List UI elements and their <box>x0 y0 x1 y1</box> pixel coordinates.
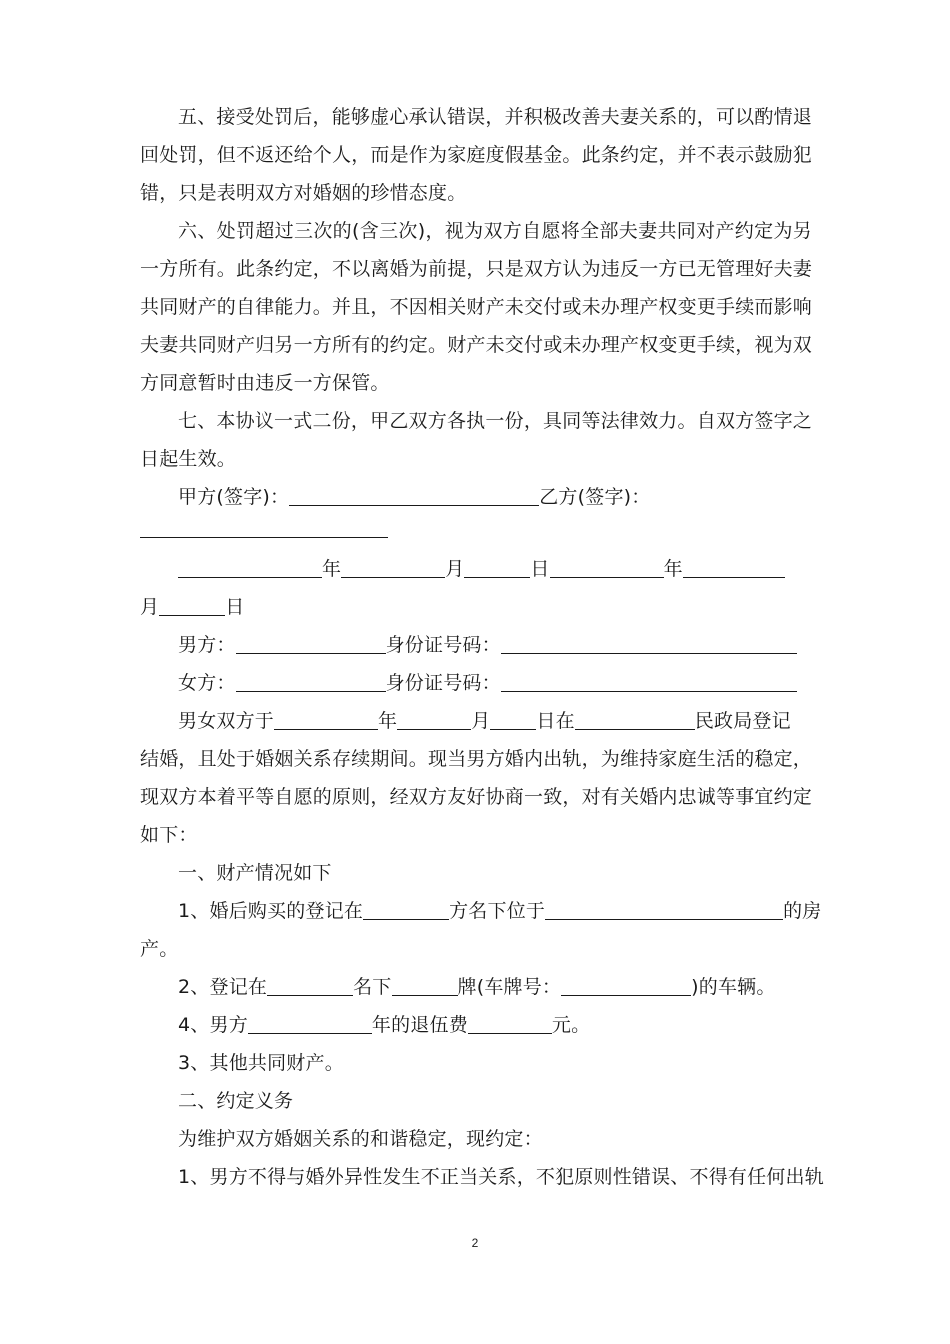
preamble-line-2: 结婚，且处于婚姻关系存续期间。现当男方婚内出轨，为维持家庭生活的稳定， <box>140 748 813 770</box>
date-a-day-label: 日 <box>530 558 550 580</box>
party-a-signature-blank <box>289 486 539 506</box>
date-b-day-blank <box>159 596 225 616</box>
date-b-year-label: 年 <box>663 558 683 580</box>
date-b-day-label: 日 <box>225 596 245 618</box>
section-1-heading: 一、财产情况如下 <box>178 862 332 884</box>
clause-6-line-4: 夫妻共同财产归另一方所有的约定。财产未交付或未办理产权变更手续，视为双 <box>140 334 813 356</box>
party-b-label: 乙方(签字)： <box>539 486 651 508</box>
male-id-blank <box>501 634 797 654</box>
preamble-line-3: 现双方本着平等自愿的原则，经双方友好协商一致，对有关婚内忠诚等事宜约定 <box>140 786 813 808</box>
date-b-month-label: 月 <box>140 596 160 618</box>
clause-6-line-3: 共同财产的自律能力。并且，不因相关财产未交付或未办理产权变更手续而影响 <box>140 296 813 318</box>
section-1-item-3: 3、其他共同财产。 <box>178 1052 344 1074</box>
page-number: 2 <box>471 1236 479 1250</box>
clause-7-line-1: 七、本协议一式二份，甲乙双方各执一份，具同等法律效力。自双方签字之 <box>178 410 812 432</box>
male-label: 男方： <box>178 634 236 656</box>
party-a-label: 甲方(签字)： <box>178 486 290 508</box>
preamble-text: 年 <box>378 710 398 732</box>
male-identity-line <box>178 633 812 657</box>
section-1-item-1-cont: 产。 <box>140 938 179 960</box>
section-2-item-1: 1、男方不得与婚外异性发生不正当关系，不犯原则性错误、不得有任何出轨 <box>178 1166 824 1188</box>
vehicle-owner-blank <box>267 976 353 996</box>
registered-party-blank <box>363 900 449 920</box>
preamble-text: 男女双方于 <box>178 710 275 732</box>
clause-6-line-5: 方同意暂时由违反一方保管。 <box>140 372 390 394</box>
property-location-blank <box>545 900 783 920</box>
preamble-text: 民政局登记 <box>694 710 791 732</box>
male-id-label: 身份证号码： <box>385 634 501 656</box>
date-a-year-blank <box>178 558 322 578</box>
signature-date-line <box>178 557 812 581</box>
marriage-year-blank <box>274 710 378 730</box>
item-text: 1、婚后购买的登记在 <box>178 900 364 922</box>
marriage-month-blank <box>397 710 471 730</box>
item-text: 4、男方 <box>178 1014 248 1036</box>
date-a-month-label: 月 <box>445 558 465 580</box>
female-id-blank <box>501 672 797 692</box>
signature-line <box>178 485 812 509</box>
preamble-line-4: 如下： <box>140 824 198 846</box>
date-b-year-blank <box>550 558 664 578</box>
clause-5-line-1: 五、接受处罚后，能够虚心承认错误，并积极改善夫妻关系的，可以酌情退 <box>178 106 812 128</box>
marriage-day-blank <box>490 710 536 730</box>
item-text: 牌(车牌号： <box>457 976 562 998</box>
preamble-text: 日在 <box>536 710 575 732</box>
clause-5-line-3: 错，只是表明双方对婚姻的珍惜态度。 <box>140 182 467 204</box>
signature-date-line-2 <box>140 595 812 619</box>
clause-7-line-2: 日起生效。 <box>140 448 237 470</box>
party-b-signature-blank <box>140 537 388 538</box>
item-text: 2、登记在 <box>178 976 268 998</box>
female-identity-line <box>178 671 812 695</box>
section-2-intro: 为维护双方婚姻关系的和谐稳定，现约定： <box>178 1128 543 1150</box>
item-text: 方名下位于 <box>449 900 546 922</box>
clause-6-line-1: 六、处罚超过三次的(含三次)，视为双方自愿将全部夫妻共同对产约定为另 <box>178 220 812 242</box>
female-name-blank <box>236 672 386 692</box>
civil-affairs-bureau-blank <box>575 710 695 730</box>
date-a-month-blank <box>341 558 445 578</box>
item-text: )的车辆。 <box>691 976 776 998</box>
item-text: 年的退伍费 <box>371 1014 468 1036</box>
section-1-item-2 <box>178 975 812 999</box>
female-label: 女方： <box>178 672 236 694</box>
item-text: 的房 <box>783 900 822 922</box>
section-1-item-4 <box>178 1013 812 1037</box>
male-name-blank <box>236 634 386 654</box>
section-1-item-1 <box>178 899 822 923</box>
section-2-heading: 二、约定义务 <box>178 1090 294 1112</box>
female-id-label: 身份证号码： <box>385 672 501 694</box>
retirement-amount-blank <box>468 1014 552 1034</box>
clause-5-line-2: 回处罚，但不返还给个人，而是作为家庭度假基金。此条约定，并不表示鼓励犯 <box>140 144 813 166</box>
plate-number-blank <box>561 976 691 996</box>
date-a-year-label: 年 <box>322 558 342 580</box>
preamble-line-1 <box>178 709 812 733</box>
vehicle-brand-blank <box>392 976 458 996</box>
date-a-day-blank <box>464 558 530 578</box>
item-text: 名下 <box>353 976 392 998</box>
retirement-year-blank <box>248 1014 372 1034</box>
item-text: 元。 <box>551 1014 591 1036</box>
preamble-text: 月 <box>471 710 491 732</box>
date-b-month-blank <box>683 558 785 578</box>
clause-6-line-2: 一方所有。此条约定，不以离婚为前提，只是双方认为违反一方已无管理好夫妻 <box>140 258 813 280</box>
